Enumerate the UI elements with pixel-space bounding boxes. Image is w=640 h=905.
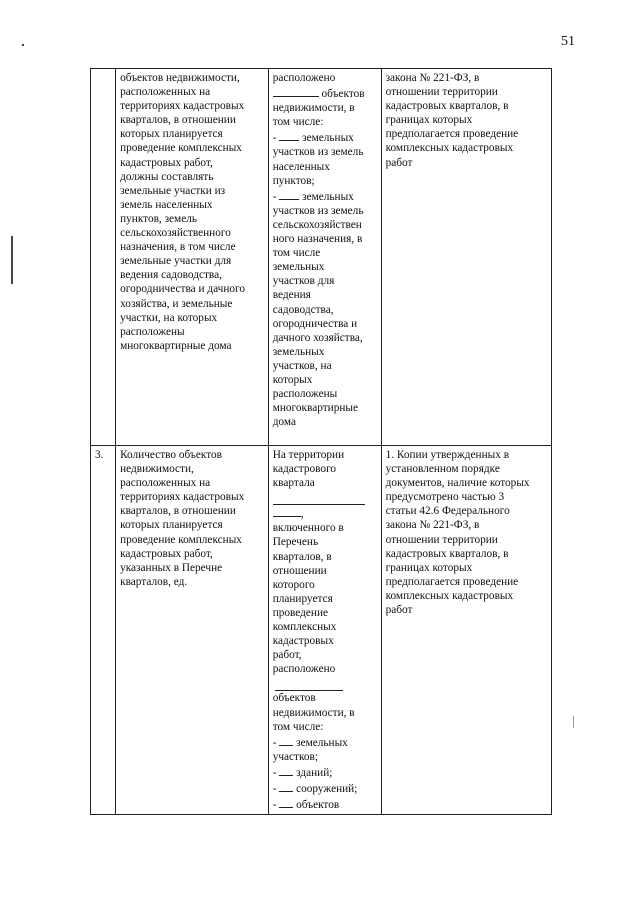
text-line: огородничества и дачного	[120, 283, 246, 296]
fill-in-blank	[279, 764, 293, 776]
text-line: пунктов;	[272, 174, 315, 187]
text-line: кварталов, в отношении	[120, 505, 236, 518]
text-line: земельные участки для	[120, 255, 232, 268]
text-line: участков из земель	[272, 146, 364, 159]
text-line: том числе	[272, 247, 321, 260]
text-line: предполагается проведение	[385, 575, 519, 588]
text-fragment: земельных	[296, 736, 348, 749]
text-line: кадастровых кварталов, в	[385, 547, 509, 560]
text-line: предусмотрено частью 3	[385, 491, 505, 504]
value-cell	[268, 69, 381, 446]
dash: -	[272, 736, 277, 749]
text-line: многоквартирные	[272, 402, 358, 415]
text-line: установленном порядке	[385, 463, 500, 476]
text-line: населенных	[272, 160, 330, 173]
text-line: земельных	[272, 261, 325, 274]
list-item	[273, 796, 378, 812]
text-line: На территории	[272, 449, 345, 461]
text-line	[273, 188, 378, 204]
text-line	[273, 129, 378, 145]
table-row	[91, 69, 552, 446]
text-line: расположено	[272, 72, 336, 84]
text-line: участков, на	[272, 359, 332, 372]
dash: -	[272, 766, 277, 779]
fill-in-blank	[275, 676, 343, 691]
text-line: кварталов, ед.	[120, 575, 188, 588]
indicator-cell	[116, 69, 269, 446]
requirements-table	[90, 68, 552, 815]
text-line: проведение	[272, 606, 329, 619]
text-line: хозяйства, и земельные	[120, 297, 233, 310]
text-line: участков для	[272, 275, 335, 288]
text-line: садоводства,	[272, 303, 334, 316]
text-line: закона № 221-ФЗ, в	[385, 519, 480, 532]
text-line: расположены	[272, 388, 338, 401]
text-line: квартала	[272, 477, 315, 490]
text-line	[273, 505, 378, 521]
list-item	[273, 734, 378, 750]
text-line: кадастровых работ,	[120, 547, 213, 560]
text-line: ного назначения, в	[272, 233, 363, 246]
text-line: недвижимости, в	[272, 102, 355, 115]
text-line: проведение комплексных	[120, 142, 242, 155]
text-line: дома	[272, 416, 296, 429]
text-line: пунктов, земель	[120, 212, 198, 225]
text-line: расположенных на	[120, 477, 211, 490]
fill-in-blank	[279, 796, 293, 808]
text-fragment: земельных	[302, 190, 354, 203]
text-line: земельные участки из	[120, 184, 226, 197]
text-line: кадастрового	[272, 463, 337, 476]
text-line: отношении территории	[385, 86, 498, 99]
row-number-cell: 3.	[91, 446, 116, 815]
text-fragment: участков;	[272, 750, 319, 763]
fill-in-blank	[273, 85, 319, 97]
text-line: включенного в	[272, 522, 344, 535]
value-cell	[268, 446, 381, 815]
text-line: планируется	[272, 592, 333, 605]
page-number: 51	[561, 34, 575, 49]
fill-in-blank	[273, 505, 301, 517]
table-row	[91, 446, 552, 815]
text-line: отношении	[272, 564, 327, 577]
scan-artifact-line	[573, 716, 574, 728]
text-line: огородничества и	[272, 317, 358, 330]
text-fragment: объектов	[321, 88, 365, 101]
text-line: работ,	[272, 649, 302, 662]
text-line: назначения, в том числе	[120, 241, 236, 254]
list-item	[273, 750, 378, 764]
text-line: должны составлять	[120, 170, 214, 183]
scan-artifact-bar	[11, 236, 13, 284]
scan-artifact-dot	[22, 44, 24, 46]
text-line: комплексных кадастровых	[385, 589, 514, 602]
text-line: указанных в Перечне	[120, 561, 223, 574]
source-cell	[381, 446, 551, 815]
text-line: которых планируется	[120, 519, 223, 532]
text-line: территориях кадастровых	[120, 491, 245, 504]
text-line: объектов	[272, 692, 316, 705]
text-line: комплексных	[272, 621, 337, 634]
text-line: расположены	[120, 325, 185, 338]
text-line: ведения	[272, 289, 311, 302]
text-line: проведение комплексных	[120, 533, 242, 546]
dash: -	[272, 799, 277, 812]
text-line: статьи 42.6 Федерального	[385, 505, 510, 518]
indicator-cell	[116, 446, 269, 815]
text-line: многоквартирные дома	[120, 339, 232, 352]
text-line	[273, 85, 378, 101]
text-fragment: ,	[300, 508, 304, 521]
row-number-cell	[91, 69, 116, 446]
text-fragment: сооружений;	[296, 782, 358, 795]
fill-in-blank	[279, 188, 299, 200]
text-line: земель населенных	[120, 198, 213, 211]
source-cell	[381, 69, 551, 446]
text-line: работ	[385, 604, 413, 617]
fill-in-blank	[279, 780, 293, 792]
text-line: Перечень	[272, 536, 319, 549]
text-line: отношении территории	[385, 533, 498, 546]
list-item	[273, 764, 378, 780]
text-line: территориях кадастровых	[120, 100, 245, 113]
text-line: которого	[272, 578, 315, 591]
text-line: Количество объектов	[120, 449, 222, 461]
text-line: границах которых	[385, 561, 473, 574]
text-line: объектов недвижимости,	[120, 72, 240, 84]
text-line: работ	[385, 156, 413, 169]
fill-in-blank	[279, 734, 293, 746]
text-line: 1. Копии утвержденных в	[385, 449, 510, 461]
text-line: предполагается проведение	[385, 128, 519, 141]
text-fragment: зданий;	[296, 766, 333, 779]
text-line: ведения садоводства,	[120, 269, 222, 282]
text-line: кадастровых кварталов, в	[385, 100, 509, 113]
fill-in-blank	[273, 490, 365, 505]
text-line: расположено	[272, 663, 336, 676]
text-line: закона № 221-ФЗ, в	[385, 72, 480, 84]
text-line: границах которых	[385, 114, 473, 127]
text-line: том числе:	[272, 720, 324, 733]
text-line: документов, наличие которых	[385, 477, 530, 490]
text-line: недвижимости,	[120, 463, 194, 476]
text-line: которых планируется	[120, 128, 223, 141]
dash: -	[272, 782, 277, 795]
dash: -	[272, 132, 277, 145]
text-line: комплексных кадастровых	[385, 142, 514, 155]
fill-in-blank	[279, 129, 299, 141]
text-line: недвижимости, в	[272, 706, 355, 719]
text-line: том числе:	[272, 116, 324, 129]
text-line: расположенных на	[120, 86, 211, 99]
text-line: сельскохозяйственного	[120, 227, 231, 240]
text-line: которых	[272, 373, 313, 386]
text-line: кварталов, в	[272, 550, 332, 563]
list-item	[273, 780, 378, 796]
text-line: участки, на которых	[120, 311, 218, 324]
text-line: участков из земель	[272, 204, 364, 217]
text-fragment: земельных	[302, 132, 354, 145]
dash: -	[272, 190, 277, 203]
text-fragment: объектов	[296, 799, 340, 812]
text-line: земельных	[272, 345, 325, 358]
text-line: кварталов, в отношении	[120, 114, 236, 127]
text-line: сельскохозяйствен	[272, 218, 362, 231]
text-line: кадастровых	[272, 635, 334, 648]
text-line: кадастровых работ,	[120, 156, 213, 169]
text-line: дачного хозяйства,	[272, 331, 363, 344]
